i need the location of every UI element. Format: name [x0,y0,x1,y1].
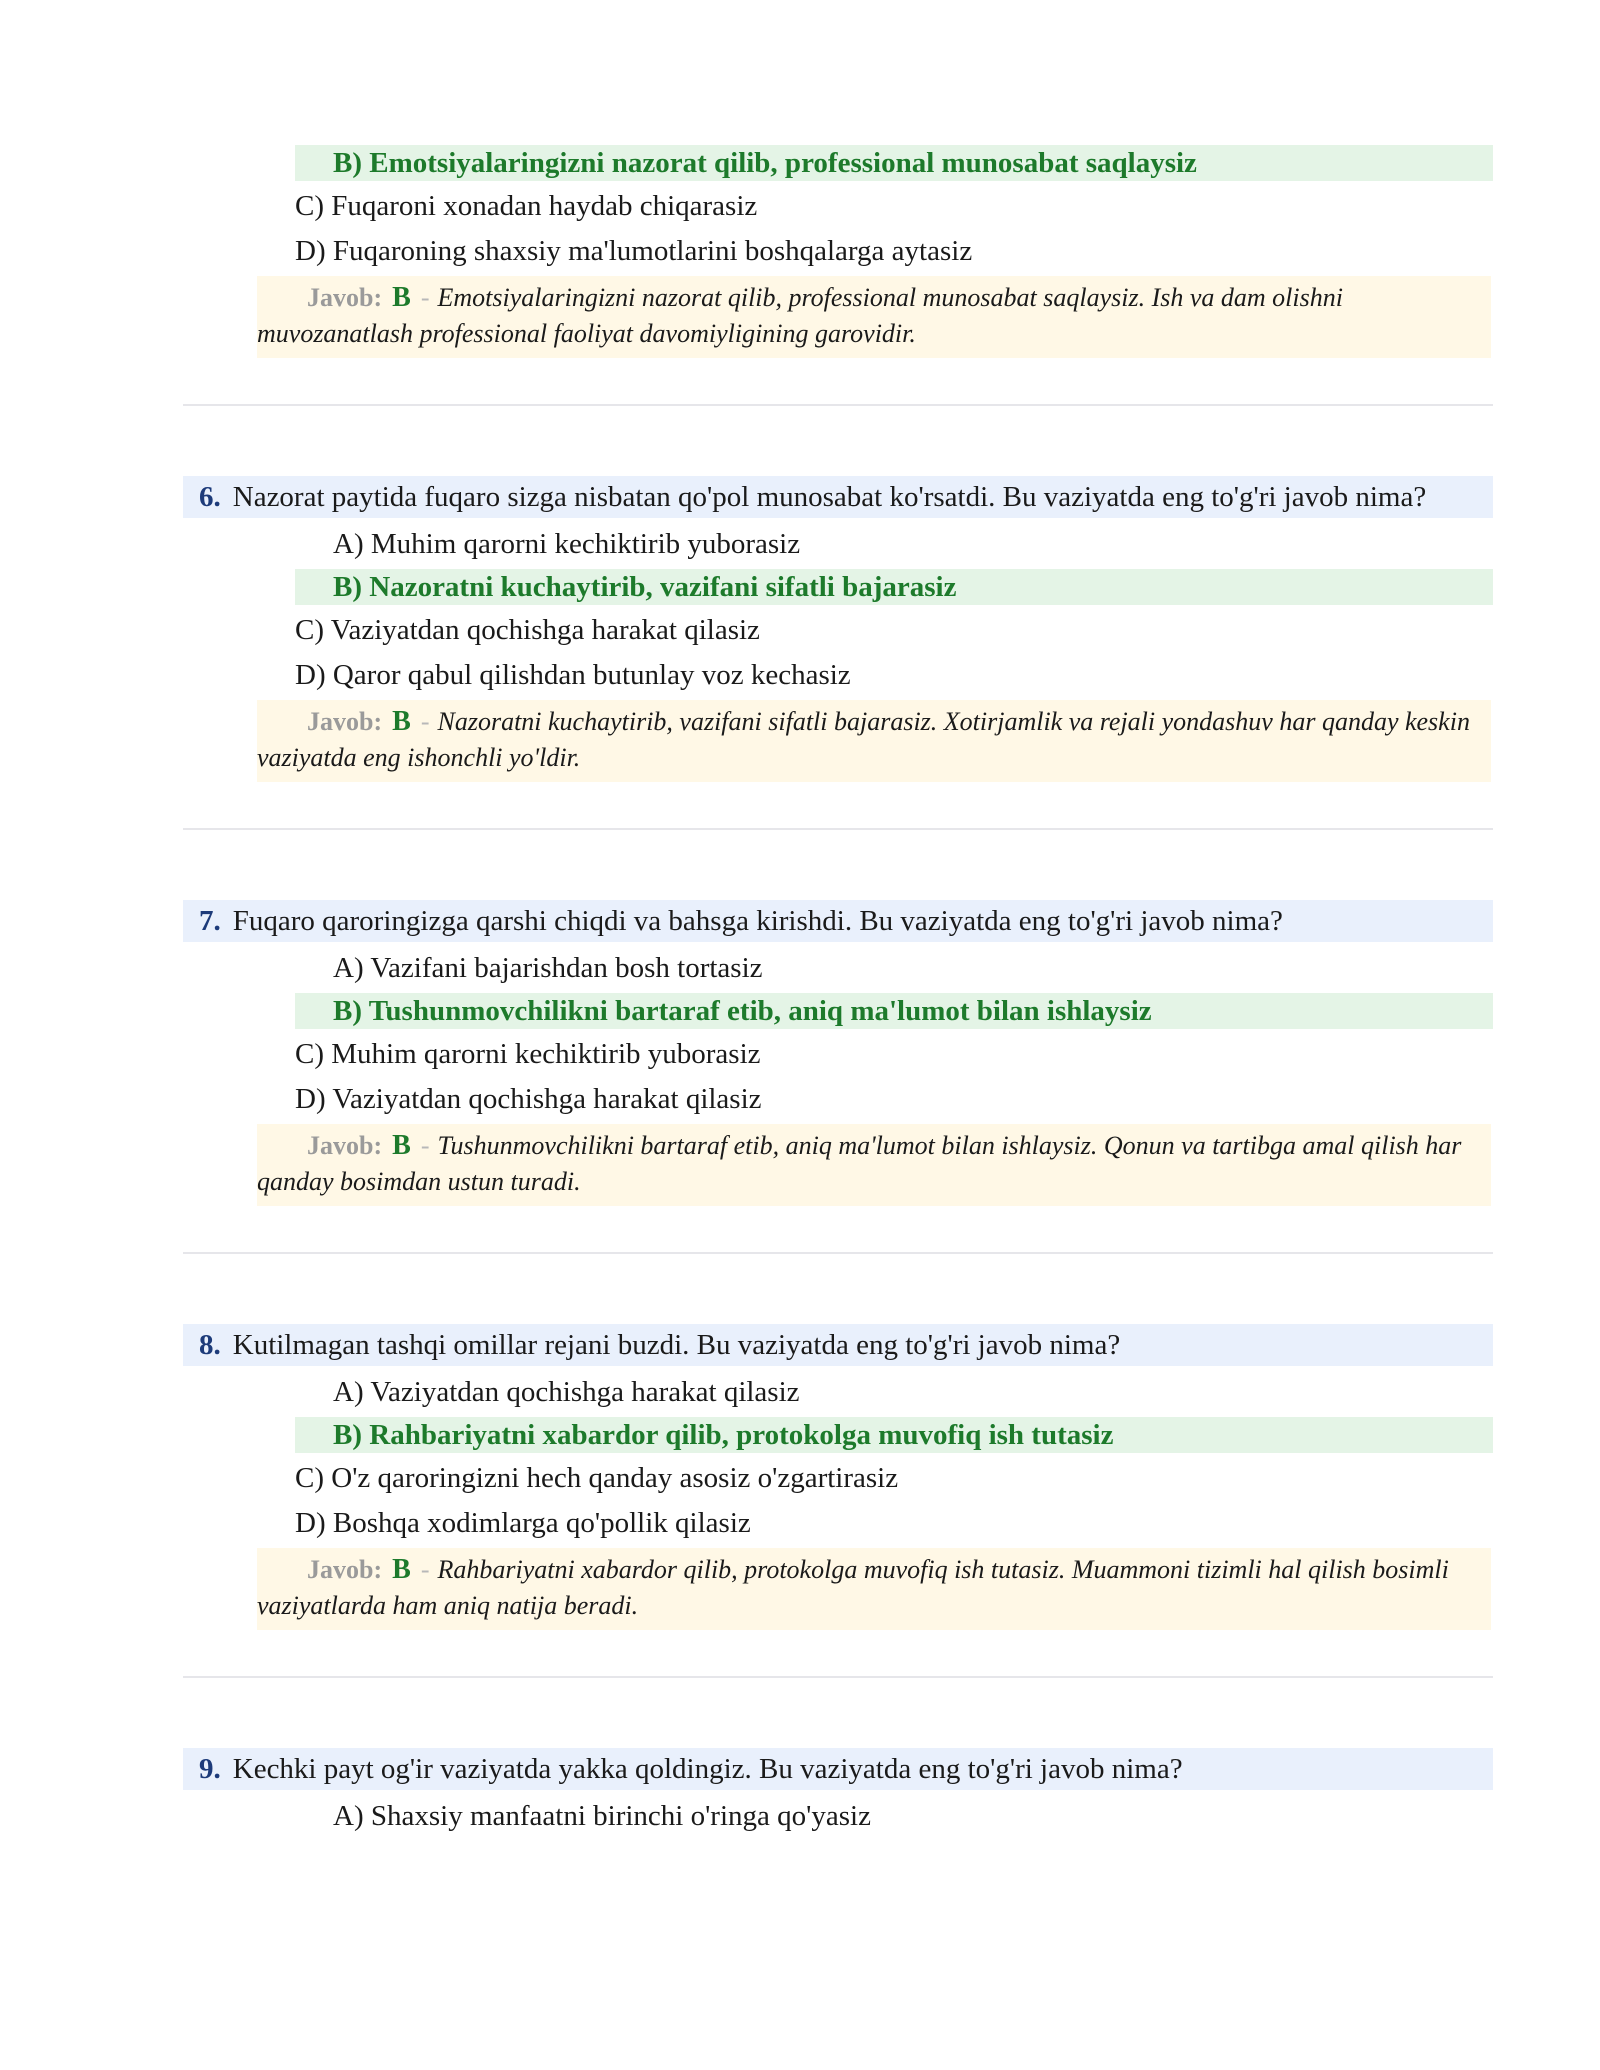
answer-dash: - [420,707,430,736]
question-body: Fuqaro qaroringizga qarshi chiqdi va bahsga kirishdi. Bu vaziyatda eng to'g'ri javob nima? [232,905,1283,937]
question-text [183,476,1493,518]
option-c: C) Vaziyatdan qochishga harakat qilasiz [295,614,760,646]
option-b-correct: B) Rahbariyatni xabardor qilib, protokolga muvofiq ish tutasiz [295,1417,1493,1453]
answer-explanation: Tushunmovchilikni bartaraf etib, aniq ma'lumot bilan ishlaysiz. Qonun va tartibga amal qilish har qanday bosimdan ustun turadi. [257,1131,1462,1196]
question-number: 7. [199,905,221,937]
answer-label: Javob: [307,1131,383,1160]
option-b-correct: B) Emotsiyalaringizni nazorat qilib, professional munosabat saqlaysiz [295,145,1493,181]
question-5-continued [183,145,1493,358]
answer-letter: B [392,1130,411,1161]
question-text [183,900,1493,942]
question-body: Kutilmagan tashqi omillar rejani buzdi. Bu vaziyatda eng to'g'ri javob nima? [232,1329,1121,1361]
answer-box [257,276,1491,358]
divider [183,1252,1493,1254]
answer-box [257,1124,1491,1206]
divider [183,404,1493,406]
option-b-correct: B) Nazoratni kuchaytirib, vazifani sifatli bajarasiz [295,569,1493,605]
answer-box [257,700,1491,782]
answer-dash: - [420,283,430,312]
question-6 [183,476,1493,782]
answer-box [257,1548,1491,1630]
divider [183,1676,1493,1678]
option-d: D) Qaror qabul qilishdan butunlay voz kechasiz [295,659,851,691]
answer-explanation: Emotsiyalaringizni nazorat qilib, professional munosabat saqlaysiz. Ish va dam olishni muvozanatlash professional faoliyat davomiyligining garovidir. [257,283,1343,348]
answer-dash: - [420,1131,430,1160]
answer-label: Javob: [307,707,383,736]
answer-label: Javob: [307,283,383,312]
question-9 [183,1748,1493,1836]
option-d: D) Vaziyatdan qochishga harakat qilasiz [295,1083,762,1115]
option-c: C) Fuqaroni xonadan haydab chiqarasiz [295,190,758,222]
question-number: 9. [199,1753,221,1785]
answer-letter: B [392,706,411,737]
question-text [183,1324,1493,1366]
option-c: C) O'z qaroringizni hech qanday asosiz o'zgartirasiz [295,1462,899,1494]
question-number: 6. [199,481,221,513]
option-b-correct: B) Tushunmovchilikni bartaraf etib, aniq ma'lumot bilan ishlaysiz [295,993,1493,1029]
answer-label: Javob: [307,1555,383,1584]
answer-explanation: Nazoratni kuchaytirib, vazifani sifatli bajarasiz. Xotirjamlik va rejali yondashuv har qanday keskin vaziyatda eng ishonchli yo'ldir. [257,707,1470,772]
answer-letter: B [392,1554,411,1585]
question-8 [183,1324,1493,1630]
option-d: D) Fuqaroning shaxsiy ma'lumotlarini boshqalarga aytasiz [295,235,973,267]
option-a: A) Muhim qarorni kechiktirib yuborasiz [333,528,801,560]
question-number: 8. [199,1329,221,1361]
option-a: A) Shaxsiy manfaatni birinchi o'ringa qo'yasiz [333,1800,871,1832]
divider [183,828,1493,830]
question-body: Kechki payt og'ir vaziyatda yakka qoldingiz. Bu vaziyatda eng to'g'ri javob nima? [232,1753,1183,1785]
option-a: A) Vaziyatdan qochishga harakat qilasiz [333,1376,800,1408]
question-7 [183,900,1493,1206]
question-text [183,1748,1493,1790]
quiz-content [183,145,1493,1841]
answer-letter: B [392,282,411,313]
question-body: Nazorat paytida fuqaro sizga nisbatan qo'pol munosabat ko'rsatdi. Bu vaziyatda eng to'g'ri javob nima? [232,481,1427,513]
option-d: D) Boshqa xodimlarga qo'pollik qilasiz [295,1507,751,1539]
answer-dash: - [420,1555,430,1584]
option-a: A) Vazifani bajarishdan bosh tortasiz [333,952,763,984]
answer-explanation: Rahbariyatni xabardor qilib, protokolga muvofiq ish tutasiz. Muammoni tizimli hal qilish bosimli vaziyatlarda ham aniq natija beradi. [257,1555,1449,1620]
option-c: C) Muhim qarorni kechiktirib yuborasiz [295,1038,761,1070]
